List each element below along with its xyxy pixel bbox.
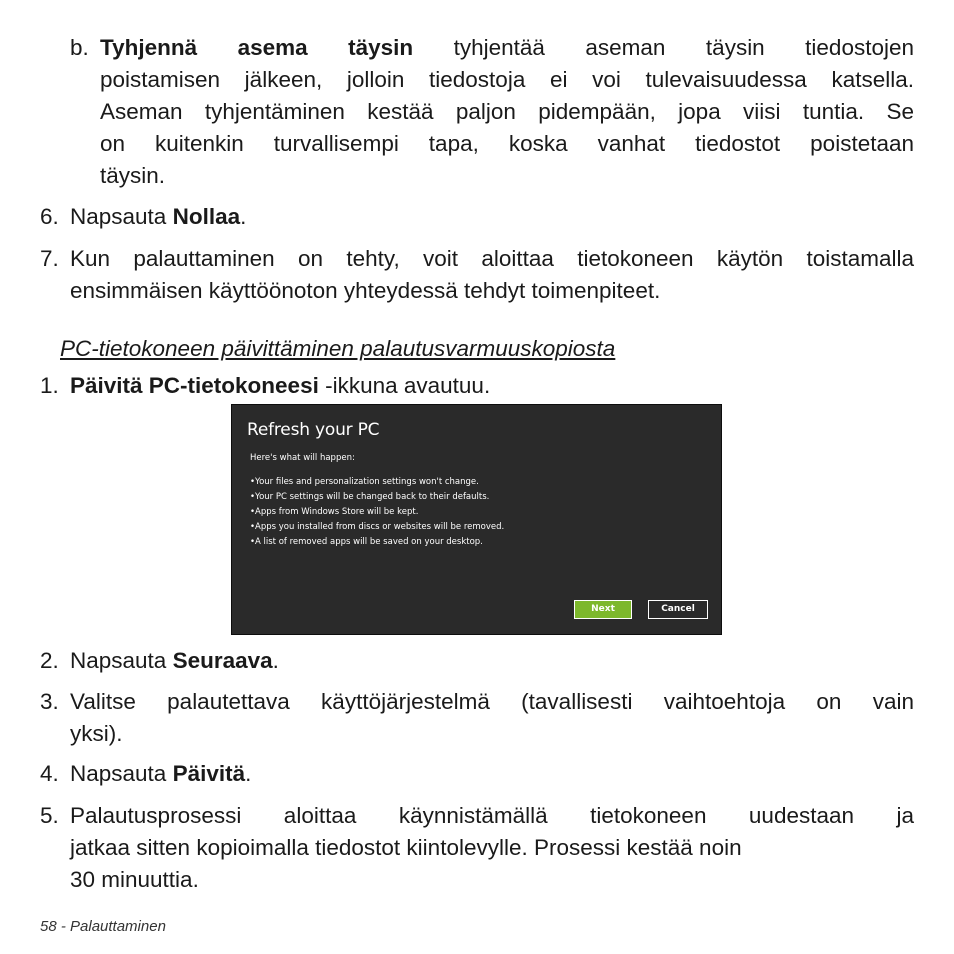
list-item: • Apps you installed from discs or websites will be removed.	[250, 520, 504, 535]
step-b-line-1: Tyhjennä asema täysin tyhjentää aseman täysin tiedostojen	[100, 35, 915, 60]
page-footer: 58 - Palauttaminen	[40, 918, 166, 935]
refresh-pc-title: Refresh your PC	[247, 420, 380, 440]
step-5-number: 5.	[40, 803, 59, 828]
list-item: • Apps from Windows Store will be kept.	[250, 505, 504, 520]
step-6-number: 6.	[40, 204, 59, 229]
step-b-line-4: on kuitenkin turvallisempi tapa, koska vanhat tiedostot poistetaan	[100, 131, 914, 156]
step-6-text: Napsauta Nollaa.	[70, 204, 247, 229]
next-button[interactable]: Next	[574, 600, 632, 619]
step-1-text: Päivitä PC-tietokoneesi -ikkuna avautuu.	[70, 373, 491, 398]
step-1-number: 1.	[40, 373, 59, 398]
step-3-line-2: yksi).	[70, 721, 123, 746]
list-item: • A list of removed apps will be saved on your desktop.	[250, 535, 504, 550]
step-1-bold: Päivitä PC-tietokoneesi	[70, 373, 319, 398]
section-heading: PC-tietokoneen päivittäminen palautusvarmuuskopiosta	[60, 336, 616, 361]
refresh-pc-subtitle: Here's what will happen:	[250, 453, 355, 463]
step-5-line-3: 30 minuuttia.	[70, 867, 199, 892]
step-b-line-5: täysin.	[100, 163, 166, 188]
refresh-pc-screenshot	[231, 404, 722, 635]
step-3-line-1: Valitse palautettava käyttöjärjestelmä (tavallisesti vaihtoehtoja on vain	[70, 689, 914, 714]
step-3-number: 3.	[40, 689, 59, 714]
step-4-bold: Päivitä	[172, 761, 246, 786]
step-b-line-2: poistamisen jälkeen, jolloin tiedostoja ei voi tulevaisuudessa katsella.	[100, 67, 914, 92]
step-b-line-3: Aseman tyhjentäminen kestää paljon pidempään, jopa viisi tuntia. Se	[100, 99, 914, 124]
step-2-number: 2.	[40, 648, 59, 673]
step-4-text: Napsauta Päivitä.	[70, 761, 252, 786]
step-5-line-2: jatkaa sitten kopioimalla tiedostot kiintolevylle. Prosessi kestää noin	[70, 835, 742, 860]
step-2-text: Napsauta Seuraava.	[70, 648, 279, 673]
step-b-marker: b.	[70, 35, 89, 60]
step-6-bold: Nollaa	[172, 204, 241, 229]
step-7-line-1: Kun palauttaminen on tehty, voit aloittaa tietokoneen käytön toistamalla	[70, 246, 914, 271]
refresh-pc-bullet-list	[250, 475, 504, 550]
step-b-bold: Tyhjennä asema täysin	[100, 35, 414, 60]
list-item: • Your files and personalization settings won't change.	[250, 475, 504, 490]
cancel-button[interactable]: Cancel	[648, 600, 708, 619]
step-5-line-1: Palautusprosessi aloittaa käynnistämällä tietokoneen uudestaan ja	[70, 803, 914, 828]
list-item: • Your PC settings will be changed back to their defaults.	[250, 490, 504, 505]
step-2-bold: Seuraava	[172, 648, 273, 673]
step-7-line-2: ensimmäisen käyttöönoton yhteydessä tehdyt toimenpiteet.	[70, 278, 661, 303]
step-4-number: 4.	[40, 761, 59, 786]
step-7-number: 7.	[40, 246, 59, 271]
